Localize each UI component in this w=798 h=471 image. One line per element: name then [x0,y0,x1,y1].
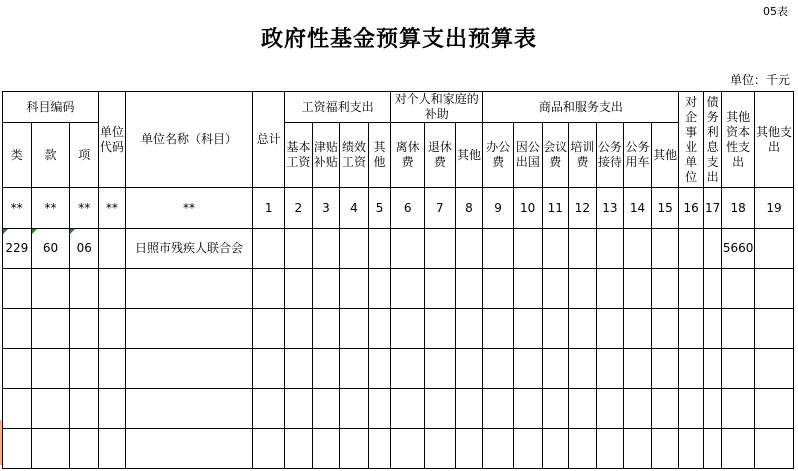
cell[interactable] [651,309,679,349]
marker-cell[interactable]: ** [3,188,32,229]
cell[interactable] [596,429,624,469]
marker-cell[interactable]: ** [125,188,253,229]
cell[interactable] [285,269,313,309]
cell[interactable] [125,309,253,349]
cell[interactable] [596,229,624,269]
cell[interactable] [70,269,99,309]
marker-cell[interactable]: 1 [253,188,285,229]
cell[interactable] [542,349,569,389]
header-basic-wage: 基本工资 [285,123,313,188]
cell[interactable] [722,309,755,349]
cell[interactable] [391,429,425,469]
cell[interactable] [253,429,285,469]
marker-cell[interactable]: 4 [340,188,369,229]
cell[interactable] [722,389,755,429]
cell[interactable] [569,309,597,349]
marker-cell[interactable]: ** [99,188,126,229]
cell[interactable] [455,389,483,429]
cell[interactable] [125,429,253,469]
header-meeting: 会议费 [542,123,569,188]
cell[interactable] [391,269,425,309]
cell[interactable] [483,269,514,309]
table-row [3,309,794,349]
header-training: 培训费 [569,123,597,188]
marker-cell[interactable]: 14 [624,188,652,229]
cell[interactable] [425,389,456,429]
cell[interactable] [425,309,456,349]
cell[interactable] [99,349,126,389]
marker-cell[interactable]: ** [70,188,99,229]
cell[interactable] [3,349,32,389]
cell[interactable] [340,349,369,389]
cell[interactable] [253,389,285,429]
cell[interactable] [3,269,32,309]
cell[interactable] [755,229,794,269]
header-subject-code: 科目编码 [3,92,99,123]
cell[interactable] [483,389,514,429]
marker-cell[interactable]: 17 [703,188,721,229]
marker-cell[interactable]: 13 [596,188,624,229]
cell[interactable] [624,429,652,469]
cell[interactable] [542,429,569,469]
table-row [3,229,794,269]
cell-code[interactable] [99,229,126,269]
cell[interactable] [651,389,679,429]
cell[interactable] [340,429,369,469]
cell[interactable] [679,269,704,309]
cell[interactable] [312,429,340,469]
cell[interactable] [368,389,390,429]
header-goods-other: 其他 [651,123,679,188]
cell[interactable] [285,429,313,469]
cell[interactable] [312,349,340,389]
cell[interactable] [125,349,253,389]
marker-cell[interactable]: 6 [391,188,425,229]
page-title: 政府性基金预算支出预算表 [260,26,537,52]
cell[interactable] [455,309,483,349]
cell[interactable] [31,389,70,429]
cell[interactable] [703,309,721,349]
cell[interactable] [483,309,514,349]
cell[interactable] [285,229,313,269]
cell[interactable] [99,309,126,349]
cell[interactable] [425,229,456,269]
budget-table [2,91,794,469]
header-goods-group: 商品和服务支出 [483,92,679,123]
cell[interactable] [285,309,313,349]
header-personal-other: 其他 [455,123,483,188]
cell[interactable] [569,429,597,469]
cell[interactable] [679,389,704,429]
cell[interactable] [455,269,483,309]
cell[interactable] [99,429,126,469]
cell-xiang[interactable]: 06 [70,229,99,269]
cell[interactable] [542,389,569,429]
cell[interactable] [3,429,32,469]
cell[interactable] [703,269,721,309]
cell[interactable] [425,349,456,389]
cell[interactable] [31,269,70,309]
header-unit-name: 单位名称（科目） [125,92,253,188]
marker-cell[interactable]: 19 [755,188,794,229]
cell[interactable] [722,429,755,469]
cell[interactable] [679,429,704,469]
cell[interactable] [70,349,99,389]
cell[interactable] [624,269,652,309]
sheet-code: 05表 [763,5,788,18]
header-kuan: 款 [31,123,70,188]
cell[interactable] [542,229,569,269]
cell[interactable] [569,269,597,309]
header-debt-interest: 债务利息支出 [703,92,721,188]
cell[interactable] [542,309,569,349]
cell[interactable] [542,269,569,309]
unit-label: 单位：千元 [729,73,790,87]
table-row [3,389,794,429]
cell[interactable] [368,269,390,309]
cell[interactable] [253,309,285,349]
header-xiang: 项 [70,123,99,188]
marker-cell[interactable]: 8 [455,188,483,229]
cell[interactable] [755,269,794,309]
cell[interactable] [624,309,652,349]
cell[interactable] [624,349,652,389]
cell-kuan[interactable]: 60 [31,229,70,269]
cell[interactable] [31,309,70,349]
cell[interactable] [703,389,721,429]
cell[interactable] [368,229,390,269]
cell[interactable] [368,309,390,349]
cell[interactable] [391,389,425,429]
cell[interactable] [368,349,390,389]
cell[interactable] [755,349,794,389]
cell[interactable] [253,269,285,309]
header-wage-other: 其他 [368,123,390,188]
cell[interactable] [513,229,542,269]
header-office: 办公费 [483,123,514,188]
cell[interactable] [340,389,369,429]
cell[interactable] [312,229,340,269]
cell[interactable] [125,389,253,429]
cell[interactable] [679,349,704,389]
cell[interactable] [368,429,390,469]
marker-cell[interactable]: 2 [285,188,313,229]
header-other-expense: 其他支出 [755,92,794,188]
cell[interactable] [755,429,794,469]
cell[interactable] [99,389,126,429]
cell[interactable] [513,269,542,309]
cell[interactable] [679,309,704,349]
marker-row [3,188,794,229]
cell[interactable] [425,269,456,309]
marker-cell[interactable]: 5 [368,188,390,229]
cell[interactable] [679,229,704,269]
cell[interactable] [596,309,624,349]
cell[interactable] [651,229,679,269]
cell[interactable] [703,349,721,389]
cell[interactable] [391,309,425,349]
cell[interactable] [70,429,99,469]
cell[interactable] [253,349,285,389]
table-row [3,349,794,389]
marker-cell[interactable]: 10 [513,188,542,229]
cell[interactable] [455,429,483,469]
cell[interactable] [31,349,70,389]
cell[interactable] [651,269,679,309]
cell[interactable] [569,229,597,269]
marker-cell[interactable]: 12 [569,188,597,229]
header-wage-group: 工资福利支出 [285,92,391,123]
cell[interactable] [651,349,679,389]
cell[interactable] [596,389,624,429]
cell-unit-name[interactable]: 日照市残疾人联合会 [125,229,253,269]
cell[interactable] [755,389,794,429]
header-retreat-fee: 退休费 [425,123,456,188]
header-total: 总计 [253,92,285,188]
cell[interactable] [513,349,542,389]
marker-cell[interactable]: 3 [312,188,340,229]
cell[interactable] [3,389,32,429]
header-allowance: 津贴补贴 [312,123,340,188]
cell[interactable] [391,349,425,389]
cell[interactable] [3,309,32,349]
cell-lei[interactable]: 229 [3,229,32,269]
cell[interactable] [596,349,624,389]
cell[interactable] [70,389,99,429]
header-lei: 类 [3,123,32,188]
marker-cell[interactable]: 15 [651,188,679,229]
cell[interactable] [253,229,285,269]
cell[interactable] [513,429,542,469]
cell[interactable] [340,229,369,269]
header-other-capital: 其他资本性支出 [722,92,755,188]
cell[interactable] [513,309,542,349]
cell[interactable] [569,349,597,389]
header-vehicle: 公务用车 [624,123,652,188]
table-row [3,429,794,469]
cell[interactable] [596,269,624,309]
marker-cell[interactable]: 18 [722,188,755,229]
cell[interactable] [483,349,514,389]
header-retire-fee: 离休费 [391,123,425,188]
cell[interactable] [624,229,652,269]
cell[interactable] [340,309,369,349]
cell[interactable] [425,429,456,469]
cell[interactable] [513,389,542,429]
header-abroad: 因公出国 [513,123,542,188]
header-enterprise: 对企事业单位 [679,92,704,188]
cell[interactable] [340,269,369,309]
cell[interactable] [31,429,70,469]
cell[interactable] [722,349,755,389]
cell[interactable] [455,349,483,389]
cell-other-capital[interactable]: 5660 [722,229,755,269]
header-reception: 公务接待 [596,123,624,188]
cell[interactable] [722,269,755,309]
cell[interactable] [651,429,679,469]
cell[interactable] [125,269,253,309]
cell[interactable] [70,309,99,349]
cell[interactable] [312,309,340,349]
cell[interactable] [391,229,425,269]
cell[interactable] [703,429,721,469]
cell[interactable] [99,269,126,309]
marker-cell[interactable]: 9 [483,188,514,229]
header-unit-code: 单位代码 [99,92,126,188]
cell[interactable] [569,389,597,429]
cell[interactable] [285,349,313,389]
header-performance: 绩效工资 [340,123,369,188]
cell[interactable] [312,269,340,309]
table-row [3,269,794,309]
marker-cell[interactable]: 11 [542,188,569,229]
cell[interactable] [312,389,340,429]
cell[interactable] [755,309,794,349]
cell[interactable] [483,429,514,469]
cell[interactable] [624,389,652,429]
marker-cell[interactable]: 7 [425,188,456,229]
marker-cell[interactable]: 16 [679,188,704,229]
header-personal-group: 对个人和家庭的补助 [391,92,483,123]
cell[interactable] [455,229,483,269]
cell[interactable] [703,229,721,269]
cell[interactable] [285,389,313,429]
marker-cell[interactable]: ** [31,188,70,229]
cell[interactable] [483,229,514,269]
